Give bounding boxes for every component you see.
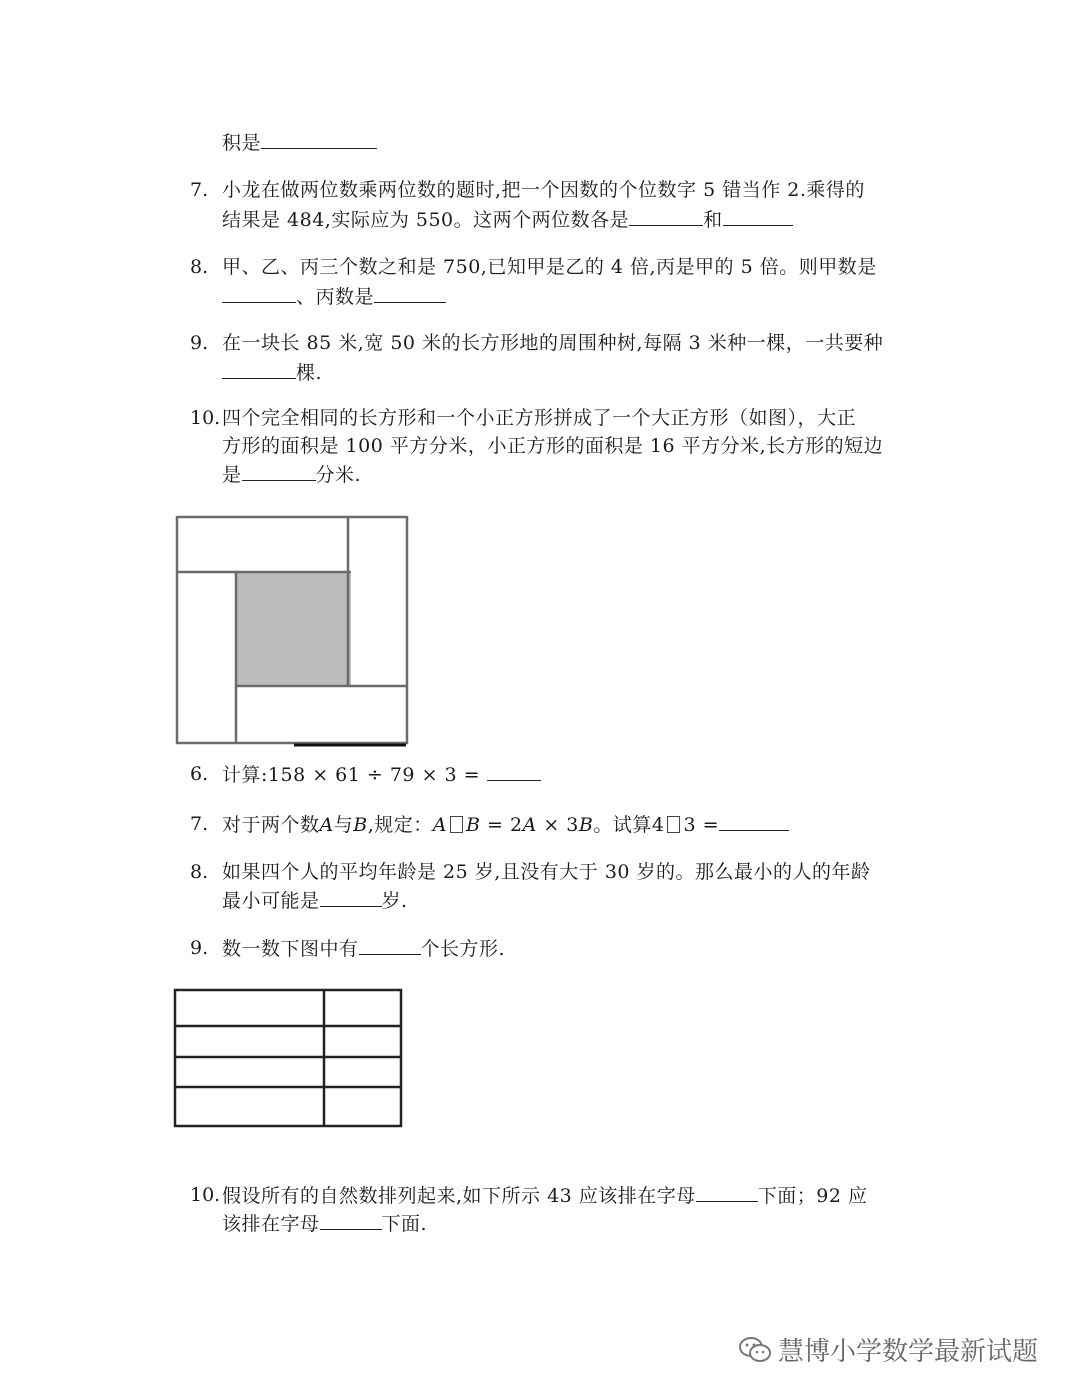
question-9a-line1: 在一块长 85 米,宽 50 米的长方形地的周围种树,每隔 3 米种一棵，一共要种 — [222, 332, 884, 354]
math-var: A — [522, 814, 537, 836]
question-number: 10. — [190, 407, 221, 429]
question-10b-line2 — [222, 1211, 427, 1236]
answer-blank[interactable] — [487, 762, 541, 781]
math-expression: 158 × 61 ÷ 79 × 3 = — [267, 764, 481, 786]
watermark — [738, 1336, 1038, 1371]
question-text: ,规定： — [367, 814, 433, 836]
question-text: 下面；92 应 — [757, 1185, 868, 1207]
answer-blank[interactable] — [222, 360, 296, 379]
question-number: 7. — [190, 179, 209, 201]
watermark-text: 慧博小学数学最新试题 — [778, 1337, 1039, 1367]
question-10a-line2: 方形的面积是 100 平方分米，小正方形的面积是 16 平方分米,长方形的短边 — [222, 435, 884, 457]
answer-blank[interactable] — [719, 812, 789, 831]
question-number: 10. — [190, 1184, 221, 1206]
question-6b-line — [222, 762, 541, 787]
question-10b-line1 — [222, 1183, 868, 1208]
question-text: 。试算4 — [593, 814, 665, 836]
answer-blank[interactable] — [242, 462, 316, 481]
question-10a-line3 — [222, 462, 361, 487]
wechat-icon — [738, 1336, 772, 1371]
question-text: 分米. — [315, 464, 362, 486]
question-text: 假设所有的自然数排列起来,如下所示 43 应该排在字母 — [222, 1185, 696, 1207]
question-10a-line1: 四个完全相同的长方形和一个小正方形拼成了一个大正方形（如图），大正 — [222, 407, 857, 429]
question-8a-line1: 甲、乙、丙三个数之和是 750,已知甲是乙的 4 倍,丙是甲的 5 倍。则甲数是 — [222, 256, 877, 278]
question-number: 9. — [190, 937, 209, 959]
question-number: 7. — [190, 813, 209, 835]
missing-glyph-icon — [667, 816, 680, 833]
math-var: A — [319, 814, 334, 836]
question-text: 下面. — [381, 1213, 428, 1235]
question-text: 结果是 484,实际应为 550。这两个两位数各是 — [222, 209, 630, 231]
question-9a-line2 — [222, 360, 322, 385]
question-text: 对于两个数 — [222, 814, 320, 836]
answer-blank[interactable] — [723, 207, 793, 226]
answer-blank[interactable] — [696, 1183, 758, 1202]
question-number: 8. — [190, 861, 209, 883]
math-text: × 3 — [536, 814, 579, 836]
math-var: B — [353, 814, 368, 836]
question-number: 6. — [190, 763, 209, 785]
math-var: B — [466, 814, 481, 836]
math-text: 3 = — [683, 814, 720, 836]
question-text: 棵. — [296, 362, 323, 384]
question-8b-line2 — [222, 888, 408, 913]
math-text: = 2 — [480, 814, 523, 836]
math-var: B — [578, 814, 594, 836]
question-text: 和 — [703, 209, 723, 231]
question-number: 8. — [190, 256, 209, 278]
answer-blank[interactable] — [261, 130, 377, 149]
question-7a-line2 — [222, 207, 793, 232]
carry-over-line — [222, 130, 377, 155]
answer-blank[interactable] — [359, 936, 421, 955]
question-text: 最小可能是 — [222, 890, 320, 912]
answer-blank[interactable] — [374, 284, 446, 303]
answer-blank[interactable] — [629, 207, 703, 226]
question-7b-line — [222, 812, 789, 837]
question-8b-line1: 如果四个人的平均年龄是 25 岁,且没有大于 30 岁的。那么最小的人的年龄 — [222, 861, 871, 883]
small-square — [236, 572, 351, 686]
question-number: 9. — [190, 332, 209, 354]
question-7a-line1: 小龙在做两位数乘两位数的题时,把一个因数的个位数字 5 错当作 2.乘得的 — [222, 179, 865, 201]
question-text: 是 — [222, 464, 242, 486]
question-text: 、丙数是 — [296, 286, 375, 308]
missing-glyph-icon — [450, 816, 463, 833]
question-text: 该排在字母 — [222, 1213, 320, 1235]
question-9b-line — [222, 936, 505, 961]
rectangle-grid-figure — [170, 984, 406, 1130]
question-text: 岁. — [381, 890, 408, 912]
math-var: A — [432, 814, 448, 836]
question-text: 个长方形. — [420, 938, 506, 960]
carry-over-text: 积是 — [222, 132, 262, 154]
answer-blank[interactable] — [222, 284, 296, 303]
question-text: 计算: — [222, 764, 268, 786]
question-text: 与 — [333, 814, 354, 836]
pinwheel-square-figure — [170, 512, 415, 750]
question-text: 数一数下图中有 — [222, 938, 359, 960]
answer-blank[interactable] — [320, 1211, 382, 1230]
question-8a-line2 — [222, 284, 446, 309]
answer-blank[interactable] — [320, 888, 382, 907]
